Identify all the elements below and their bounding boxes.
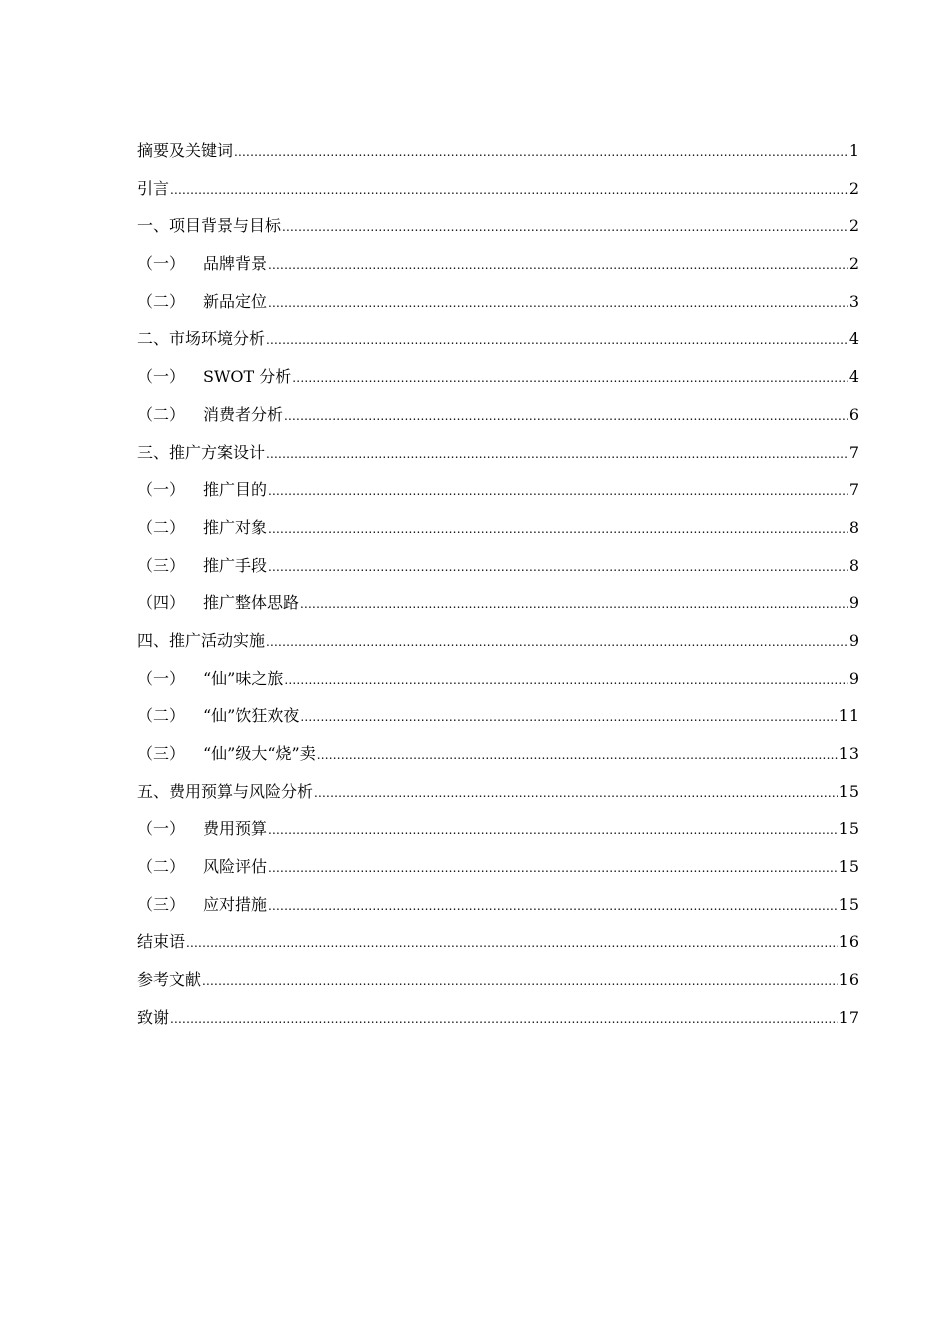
toc-leader-dots [170,177,848,202]
toc-entry-page: 17 [838,1007,859,1027]
toc-entry-page: 9 [848,593,859,613]
toc-entry-title: 五、费用预算与风险分析 [137,781,314,801]
toc-entry-number: （二） [137,857,186,877]
toc-entry-page: 15 [838,819,859,839]
toc-entry-page: 7 [848,480,859,500]
toc-leader-dots [284,667,847,692]
toc-entry-title: 推广整体思路 [203,593,300,613]
toc-entry-title: 二、市场环境分析 [137,329,266,349]
toc-leader-dots [268,817,838,842]
toc-leader-dots [314,780,838,805]
toc-entry-number: （三） [137,894,186,914]
toc-entry-title: 四、推广活动实施 [137,630,266,650]
toc-entry-title: 推广手段 [203,555,268,575]
toc-entry[interactable] [137,177,859,215]
toc-leader-dots [300,591,848,616]
toc-subentry[interactable] [137,855,859,893]
toc-entry-number: （一） [137,367,186,387]
toc-entry-page: 2 [848,178,859,198]
toc-subentry[interactable] [137,704,859,742]
toc-leader-dots [317,742,838,767]
toc-entry-title: 新品定位 [203,291,268,311]
toc-leader-dots [268,554,848,579]
toc-entry[interactable] [137,780,859,818]
toc-entry-page: 9 [848,630,859,650]
toc-entry-number: （一） [137,254,186,274]
toc-entry-title: 结束语 [137,932,186,952]
toc-leader-dots [292,365,848,390]
toc-entry-page: 4 [848,329,859,349]
toc-entry-title: 致谢 [137,1007,170,1027]
toc-leader-dots [234,139,848,164]
toc-leader-dots [268,893,838,918]
toc-entry-page: 7 [848,442,859,462]
toc-entry-number: （一） [137,668,186,688]
toc-entry[interactable] [137,441,859,479]
toc-entry-title: 参考文献 [137,970,202,990]
toc-entry-title: 引言 [137,178,170,198]
toc-leader-dots [186,930,838,955]
toc-entry[interactable] [137,327,859,365]
toc-entry-number: （一） [137,480,186,500]
toc-subentry[interactable] [137,403,859,441]
toc-entry-title: 消费者分析 [203,404,284,424]
toc-entry-number: （二） [137,706,186,726]
toc-leader-dots [284,403,848,428]
toc-entry-title: 摘要及关键词 [137,141,234,160]
toc-subentry[interactable] [137,290,859,328]
toc-entry-number: （四） [137,593,186,613]
toc-entry-title: SWOT 分析 [203,367,292,387]
toc-leader-dots [300,704,837,729]
toc-subentry[interactable] [137,554,859,592]
toc-entry-page: 15 [838,857,859,877]
toc-entry-title: 应对措施 [203,894,268,914]
toc-leader-dots [202,968,838,993]
toc-subentry[interactable] [137,893,859,931]
toc-leader-dots [266,327,848,352]
toc-entry-page: 6 [848,404,859,424]
toc-entry-page: 16 [838,932,859,952]
toc-entry-title: 一、项目背景与目标 [137,216,282,236]
toc-entry-page: 15 [838,781,859,801]
toc-entry-number: （二） [137,517,186,537]
toc-entry-page: 15 [838,894,859,914]
toc-leader-dots [268,516,848,541]
toc-entry-title: 费用预算 [203,819,268,839]
toc-entry-page: 16 [838,970,859,990]
toc-entry-number: （三） [137,744,186,763]
toc-leader-dots [268,855,838,880]
toc-entry-title: “仙”味之旅 [203,668,284,688]
toc-subentry[interactable] [137,742,859,780]
toc-subentry[interactable] [137,252,859,290]
toc-leader-dots [268,478,848,503]
toc-entry[interactable] [137,139,859,177]
toc-subentry[interactable] [137,478,859,516]
toc-leader-dots [282,214,848,239]
toc-leader-dots [170,1006,838,1031]
toc-entry-page: 2 [848,254,859,274]
toc-entry-title: 风险评估 [203,857,268,877]
toc-entry-number: （二） [137,404,186,424]
toc-entry-page: 9 [848,668,859,688]
toc-entry[interactable] [137,968,859,1006]
toc-subentry[interactable] [137,516,859,554]
toc-entry-title: “仙”饮狂欢夜 [203,706,300,726]
toc-subentry[interactable] [137,817,859,855]
toc-entry[interactable] [137,629,859,667]
toc-entry-page: 2 [848,216,859,236]
toc-entry[interactable] [137,930,859,968]
toc-entry-page: 1 [848,141,859,160]
toc-entry-title: 推广对象 [203,517,268,537]
toc-subentry[interactable] [137,667,859,705]
toc-entry-number: （一） [137,819,186,839]
toc-leader-dots [266,441,848,466]
toc-subentry[interactable] [137,365,859,403]
toc-entry-page: 4 [848,367,859,387]
table-of-contents [137,139,859,1044]
toc-entry[interactable] [137,1006,859,1044]
toc-entry-number: （二） [137,291,186,311]
toc-entry-page: 13 [838,744,859,763]
toc-entry-title: 推广目的 [203,480,268,500]
toc-entry-page: 11 [838,706,859,726]
toc-entry-title: 品牌背景 [203,254,268,274]
toc-leader-dots [266,629,848,654]
toc-subentry[interactable] [137,591,859,629]
toc-entry-page: 8 [848,555,859,575]
toc-entry-number: （三） [137,555,186,575]
toc-entry-page: 3 [848,291,859,311]
toc-entry-title: 三、推广方案设计 [137,442,266,462]
toc-entry[interactable] [137,214,859,252]
toc-leader-dots [268,252,848,277]
toc-leader-dots [268,290,848,315]
toc-entry-title: “仙”级大“烧”卖 [203,744,316,763]
toc-entry-page: 8 [848,517,859,537]
